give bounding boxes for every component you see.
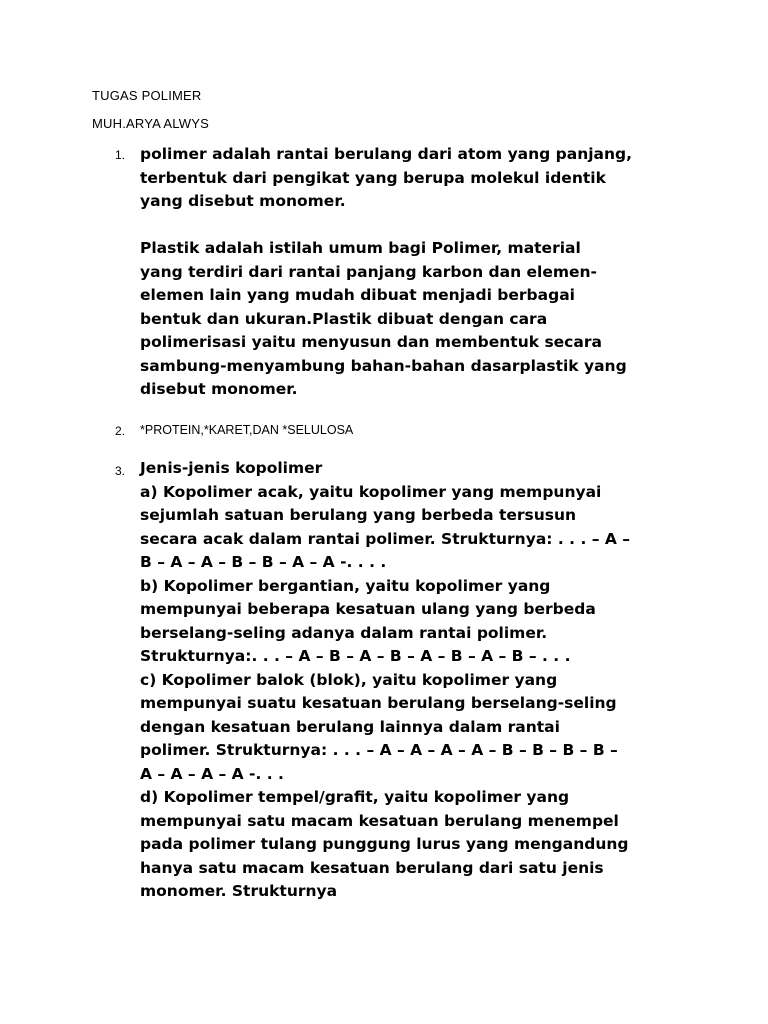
item-1-content	[140, 143, 740, 402]
text-line: elemen lain yang mudah dibuat menjadi berbagai	[140, 286, 575, 304]
text-line: yang terdiri dari rantai panjang karbon dan elemen-	[140, 262, 597, 281]
text-line: Strukturnya:. . . – A – B – A – B – A – B – A – B – . . .	[140, 647, 571, 665]
text-line: polimerisasi yaitu menyusun dan membentuk secara	[140, 333, 602, 351]
text-line: pada polimer tulang punggung lurus yang mengandung	[140, 835, 629, 853]
text-line: polimer. Strukturnya: . . . – A – A – A – A – B – B – B – B –	[140, 741, 618, 759]
text-line: dengan kesatuan berulang lainnya dalam rantai	[140, 717, 560, 736]
text-line: sambung-menyambung bahan-bahan dasarplastik yang	[140, 356, 627, 375]
text-line: polimer adalah rantai berulang dari atom yang panjang,	[140, 145, 633, 163]
text-line: yang disebut monomer.	[140, 192, 346, 210]
text-line: secara acak dalam rantai polimer. Strukturnya: . . . – A –	[140, 529, 631, 548]
text-line: d) Kopolimer tempel/grafit, yaitu kopolimer yang	[140, 788, 570, 806]
text-line: Plastik adalah istilah umum bagi Polimer, material	[140, 239, 581, 257]
item-number-3: 3.	[115, 464, 126, 478]
text-line: b) Kopolimer bergantian, yaitu kopolimer yang	[140, 576, 551, 595]
text-line: hanya satu macam kesatuan berulang dari satu jenis	[140, 858, 604, 877]
text-line: bentuk dan ukuran.Plastik dibuat dengan cara	[140, 309, 548, 328]
text-line: sejumlah satuan berulang yang berbeda tersusun	[140, 506, 577, 524]
item-2-content: *PROTEIN,*KARET,DAN *SELULOSA	[140, 423, 354, 437]
item-number-2: 2.	[115, 424, 126, 438]
text-line: B – A – A – B – B – A – A -. . . .	[140, 553, 387, 571]
item-number-1: 1.	[115, 148, 126, 162]
author-name: MUH.ARYA ALWYS	[92, 116, 209, 131]
text-line: terbentuk dari pengikat yang berupa molekul identik	[140, 168, 606, 187]
section-heading: Jenis-jenis kopolimer	[140, 459, 323, 477]
document-title: TUGAS POLIMER	[92, 88, 202, 103]
text-line: mempunyai suatu kesatuan berulang berselang-seling	[140, 694, 617, 712]
text-line: A – A – A – A -. . .	[140, 764, 284, 783]
text-line: mempunyai satu macam kesatuan berulang menempel	[140, 811, 619, 830]
text-line: disebut monomer.	[140, 380, 298, 398]
text-line: berselang-seling adanya dalam rantai polimer.	[140, 623, 548, 642]
item-3-content	[140, 457, 740, 904]
text-line: c) Kopolimer balok (blok), yaitu kopolimer yang	[140, 670, 558, 689]
text-line: monomer. Strukturnya	[140, 882, 338, 900]
text-line: mempunyai beberapa kesatuan ulang yang berbeda	[140, 600, 596, 618]
text-line: a) Kopolimer acak, yaitu kopolimer yang mempunyai	[140, 482, 602, 501]
